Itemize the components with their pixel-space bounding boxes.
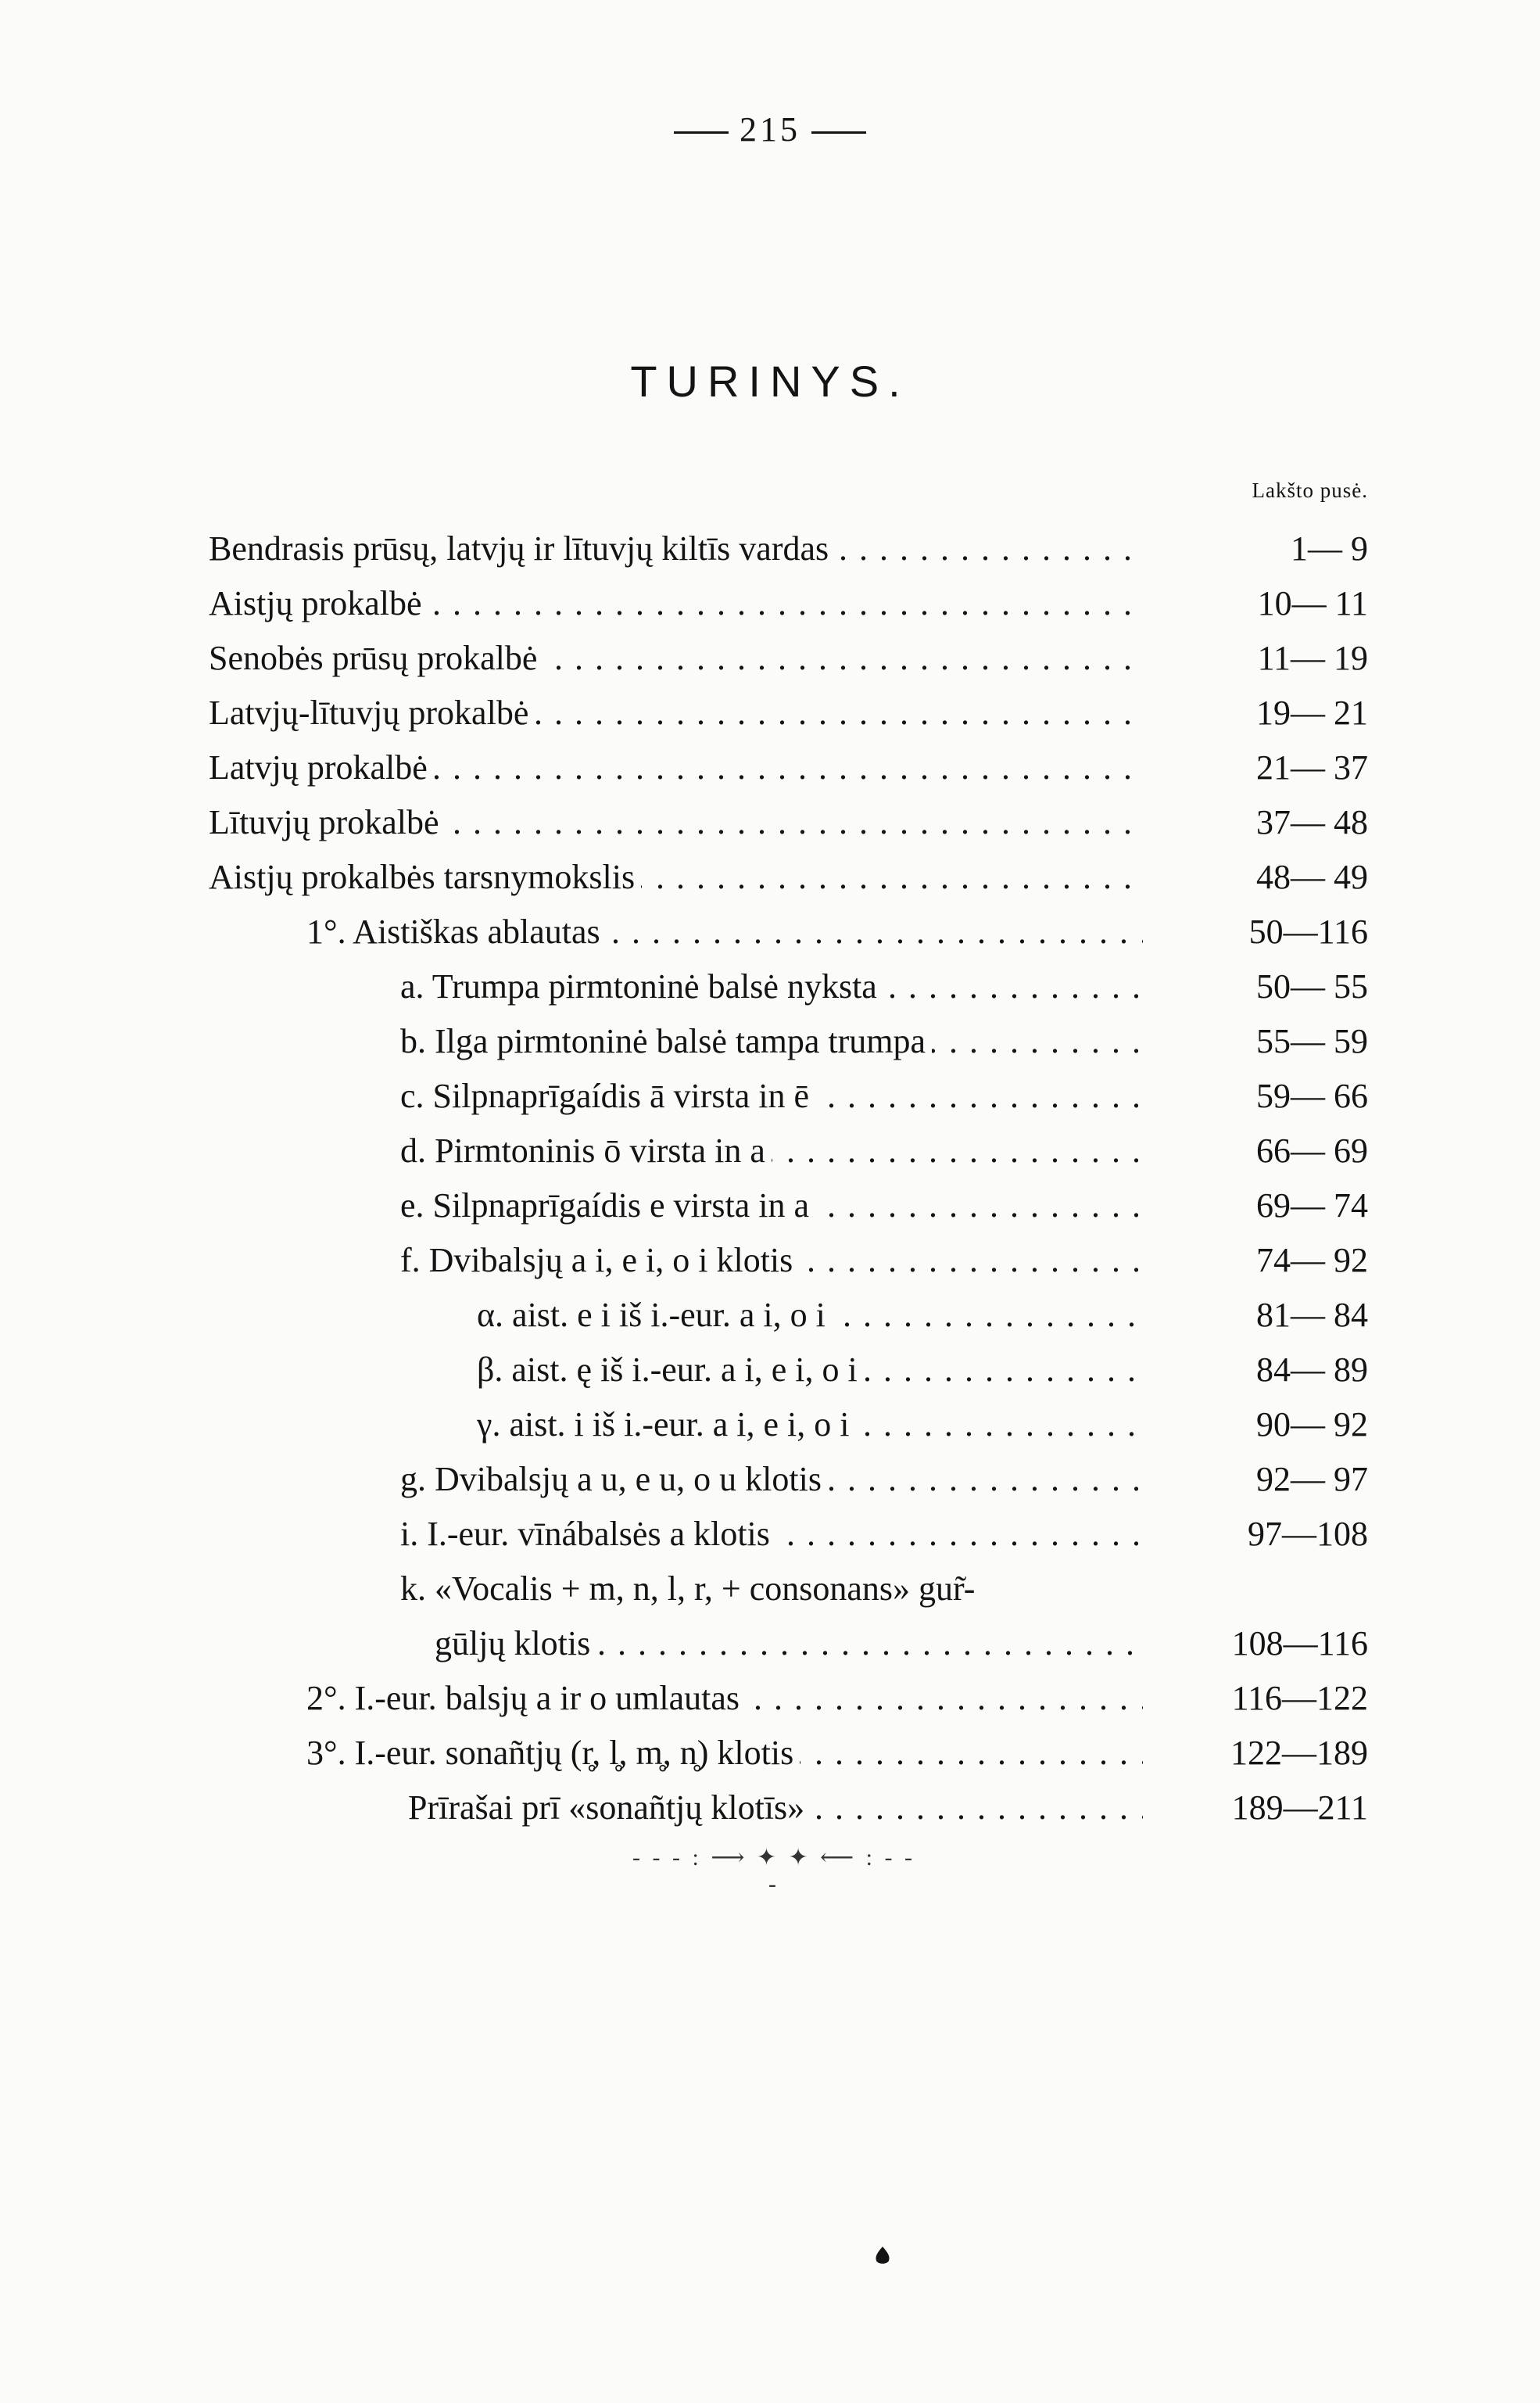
toc-entry bbox=[0, 1453, 1540, 1506]
toc-entry-pages: 11— 19 bbox=[1257, 639, 1368, 677]
toc-entry bbox=[0, 1289, 1540, 1342]
ink-blot-icon bbox=[874, 2246, 891, 2266]
page-title: TURINYS. bbox=[630, 357, 910, 406]
toc-entry-pages: 69— 74 bbox=[1256, 1186, 1368, 1225]
toc-entry-pages: 59— 66 bbox=[1256, 1077, 1368, 1115]
toc-entry bbox=[0, 1234, 1540, 1287]
toc-entry-label: β. aist. ę iš i.-eur. a i, e i, o i . . . bbox=[477, 1343, 1143, 1397]
toc-entry bbox=[0, 1617, 1540, 1670]
toc-entry-pages: 108—116 bbox=[1231, 1624, 1368, 1662]
toc-entry-label: gūljų klotis . . . bbox=[435, 1617, 1143, 1670]
toc-entry-label: Senobės prūsų prokalbė . . . bbox=[209, 632, 1143, 685]
toc-entry-label: g. Dvibalsjų a u, e u, o u klotis . . . bbox=[400, 1453, 1143, 1506]
toc-entry-label: Latvjų-lītuvjų prokalbė . . . bbox=[209, 687, 1143, 740]
toc-entry-pages: 189—211 bbox=[1231, 1788, 1368, 1827]
toc-entry-pages: 48— 49 bbox=[1256, 858, 1368, 896]
toc-entry-label: b. Ilga pirmtoninė balsė tampa trumpa . . . bbox=[400, 1015, 1143, 1068]
toc-entry-pages: 37— 48 bbox=[1256, 803, 1368, 841]
toc-entry-pages: 10— 11 bbox=[1257, 584, 1368, 622]
toc-entry bbox=[0, 906, 1540, 959]
toc-entry-label: i. I.-eur. vīnábalsės a klotis . . . bbox=[400, 1508, 1143, 1561]
toc-entry-pages: 50— 55 bbox=[1256, 967, 1368, 1006]
toc-entry bbox=[0, 1508, 1540, 1561]
page-number-value: 215 bbox=[740, 110, 800, 149]
toc-entry bbox=[0, 1727, 1540, 1780]
toc-entry-pages: 84— 89 bbox=[1256, 1350, 1368, 1389]
toc-entry bbox=[0, 960, 1540, 1013]
toc-entry bbox=[0, 741, 1540, 794]
toc-entry-label: Prīrašai prī «sonañtjų klotīs» . . . bbox=[408, 1781, 1143, 1835]
toc-entry-label: 1°. Aistiškas ablautas . . . bbox=[306, 906, 1143, 959]
toc-entry bbox=[0, 632, 1540, 685]
toc-entry bbox=[0, 796, 1540, 849]
page-number-left-dash bbox=[674, 131, 729, 134]
toc-entry bbox=[0, 1070, 1540, 1123]
toc-entry bbox=[0, 1562, 1540, 1616]
toc-entry bbox=[0, 1124, 1540, 1178]
toc-entry-pages: 97—108 bbox=[1248, 1515, 1368, 1553]
toc-entry-label: 3°. I.-eur. sonañtjų (r̥, l̥, m̥, n̥) klotis . . . bbox=[306, 1727, 1143, 1780]
toc-entry bbox=[0, 1781, 1540, 1835]
toc-entry-pages: 50—116 bbox=[1248, 913, 1368, 951]
toc-entry bbox=[0, 851, 1540, 904]
toc-entry-label: c. Silpnaprīgaídis ā virsta in ē . . . bbox=[400, 1070, 1143, 1123]
page-number bbox=[0, 109, 1540, 149]
toc-entry bbox=[0, 1015, 1540, 1068]
toc-entry-pages: 81— 84 bbox=[1256, 1296, 1368, 1334]
toc-entry bbox=[0, 1672, 1540, 1725]
toc-entry-label: α. aist. e i iš i.-eur. a i, o i . . . bbox=[477, 1289, 1143, 1342]
toc-entry bbox=[0, 1398, 1540, 1451]
column-header-page-range: Lakšto pusė. bbox=[1252, 479, 1368, 502]
toc-entry-pages: 92— 97 bbox=[1256, 1460, 1368, 1498]
toc-entry-pages: 90— 92 bbox=[1256, 1405, 1368, 1444]
toc-entry-label: d. Pirmtoninis ō virsta in a . . . bbox=[400, 1124, 1143, 1178]
toc-entry-pages: 55— 59 bbox=[1256, 1022, 1368, 1060]
toc-entry bbox=[0, 577, 1540, 630]
toc-entry-label: 2°. I.-eur. balsjų a ir o umlautas . . . bbox=[306, 1672, 1143, 1725]
toc-entry-pages: 116—122 bbox=[1231, 1679, 1368, 1717]
toc-entry-pages: 122—189 bbox=[1230, 1734, 1368, 1772]
toc-entry-label: Bendrasis prūsų, latvjų ir lītuvjų kiltīs vardas . . . bbox=[209, 522, 1143, 576]
toc-entry-label: a. Trumpa pirmtoninė balsė nyksta . . . bbox=[400, 960, 1143, 1013]
toc-entry bbox=[0, 1179, 1540, 1232]
toc-entry bbox=[0, 1343, 1540, 1397]
toc-entry-label: k. «Vocalis + m, n, l, r, + consonans» gur̃- bbox=[400, 1562, 1205, 1616]
toc-entry-label: γ. aist. i iš i.-eur. a i, e i, o i . . . bbox=[477, 1398, 1143, 1451]
decorative-ornament: - - - : ⟶ ✦ ✦ ⟵ : - - - bbox=[632, 1845, 915, 1897]
toc-entry-pages: 1— 9 bbox=[1291, 529, 1368, 568]
toc-entry-label: Lītuvjų prokalbė . . . bbox=[209, 796, 1143, 849]
toc-entry-label: Aistjų prokalbės tarsnymokslis . . . bbox=[209, 851, 1143, 904]
toc-entry-pages: 66— 69 bbox=[1256, 1132, 1368, 1170]
toc-entry-pages: 19— 21 bbox=[1256, 694, 1368, 732]
toc-entry-label: f. Dvibalsjų a i, e i, o i klotis . . . bbox=[400, 1234, 1143, 1287]
toc-entry bbox=[0, 687, 1540, 740]
toc-entry-label: e. Silpnaprīgaídis e virsta in a . . . bbox=[400, 1179, 1143, 1232]
toc-entry-label: Latvjų prokalbė . . . bbox=[209, 741, 1143, 794]
page-number-right-dash bbox=[811, 131, 866, 134]
toc-entry-pages: 21— 37 bbox=[1256, 748, 1368, 787]
toc-entry bbox=[0, 522, 1540, 576]
toc-entry-label: Aistjų prokalbė . . . bbox=[209, 577, 1143, 630]
toc-entry-pages: 74— 92 bbox=[1256, 1241, 1368, 1279]
